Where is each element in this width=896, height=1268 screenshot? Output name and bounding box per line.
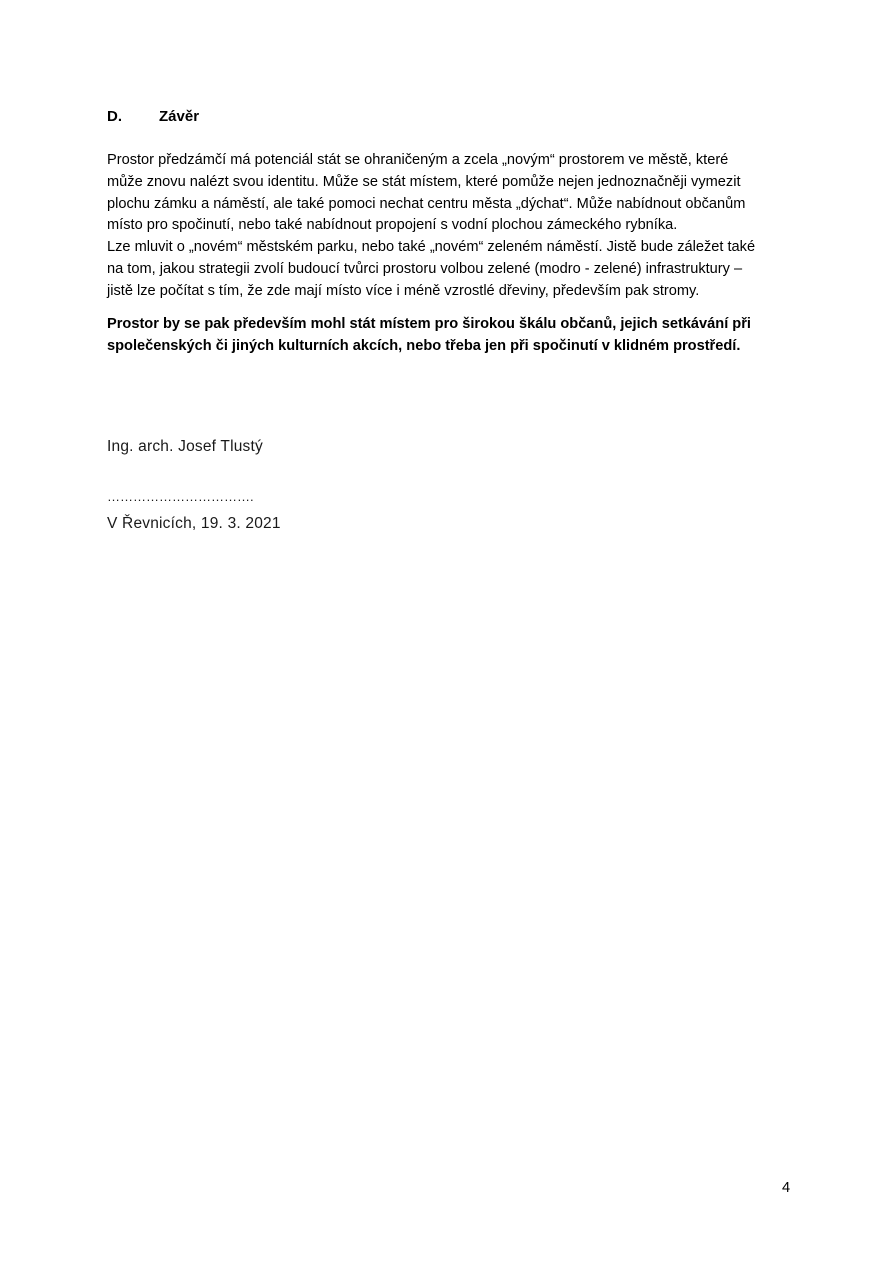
paragraph-line: jistě lze počítat s tím, že zde mají místo více i méně vzrostlé dřeviny, především pak stromy. [107, 282, 700, 299]
paragraph-line: společenských či jiných kulturních akcích, nebo třeba jen při spočinutí v klidném prostředí. [107, 337, 741, 354]
emphasis-paragraph [107, 314, 797, 358]
conclusion-paragraph [107, 150, 797, 303]
author-name: Ing. arch. Josef Tlustý [107, 438, 263, 455]
paragraph-line: plochu zámku a náměstí, ale také pomoci nechat centru města „dýchat“. Může nabídnout občanům [107, 195, 746, 212]
section-letter: D. [107, 108, 122, 125]
paragraph-line: Prostor předzámčí má potenciál stát se ohraničeným a zcela „novým“ prostorem ve městě, které [107, 152, 729, 168]
paragraph-line: Lze mluvit o „novém“ městském parku, nebo také „novém“ zeleném náměstí. Jistě bude záležet také [107, 239, 756, 256]
page-number: 4 [782, 1180, 791, 1196]
place-and-date: V Řevnicích, 19. 3. 2021 [107, 515, 281, 532]
paragraph-line: Prostor by se pak především mohl stát místem pro širokou škálu občanů, jejich setkávání při [107, 316, 751, 332]
section-title: Závěr [159, 108, 200, 125]
paragraph-line: na tom, jakou strategii zvolí budoucí tvůrci prostoru volbou zelené (modro - zelené) infrastruktury – [107, 260, 743, 277]
paragraph-line: může znovu nalézt svou identitu. Může se stát místem, které pomůže nejen jednoznačněji vymezit [107, 173, 741, 190]
signature-line: ……………………………. [107, 489, 254, 504]
paragraph-line: místo pro spočinutí, nebo také nabídnout propojení s vodní plochou zámeckého rybníka. [107, 217, 678, 234]
section-heading [107, 107, 199, 127]
